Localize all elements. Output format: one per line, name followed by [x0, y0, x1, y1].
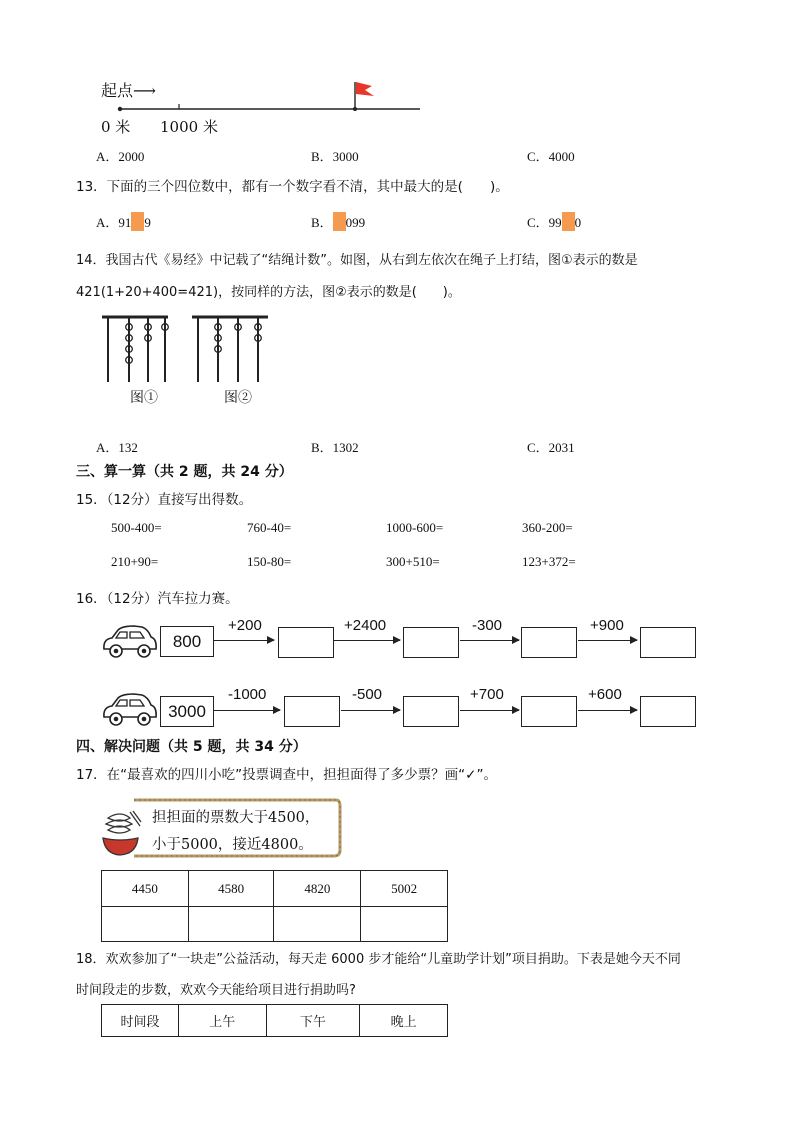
q15-expr: 760-40=: [247, 520, 292, 535]
q15-expr: 360-200=: [522, 520, 573, 535]
operation-label: +900: [590, 617, 624, 634]
hidden-digit: [333, 212, 346, 231]
vote-options-table: [101, 870, 448, 942]
check-cell[interactable]: [188, 907, 274, 942]
q12-option-a[interactable]: A．2000: [96, 149, 145, 164]
operation-label: -500: [352, 686, 383, 703]
answer-box[interactable]: [284, 696, 340, 727]
q12-option-b[interactable]: B．3000: [311, 149, 359, 164]
q14-option-b[interactable]: B．1302: [311, 440, 359, 455]
answer-box[interactable]: [640, 696, 696, 727]
start-label: 起点⟶: [101, 81, 156, 100]
red-flag-icon: [356, 82, 374, 96]
vote-value: 4580: [188, 871, 274, 907]
q15-expr: 123+372=: [522, 554, 576, 569]
table-header: 下午: [266, 1005, 360, 1037]
arrow: [460, 710, 519, 711]
q14-option-c[interactable]: C．2031: [527, 440, 575, 455]
arrow: [214, 710, 280, 711]
steps-table: [101, 1004, 448, 1037]
section3-title: 三、算一算（共 2 题，共 24 分）: [76, 464, 293, 480]
number-line-svg: [110, 78, 430, 118]
operation-label: +200: [228, 617, 262, 634]
check-cell[interactable]: [361, 907, 448, 942]
q13-option-c[interactable]: C．99 0: [527, 212, 581, 231]
answer-box[interactable]: [521, 627, 577, 658]
table-header: 时间段: [102, 1005, 179, 1037]
q13-text: 13．下面的三个四位数中，都有一个数字看不清，其中最大的是( )。: [76, 179, 509, 195]
operation-label: -300: [472, 617, 503, 634]
arrow: [341, 710, 400, 711]
q15-expr: 500-400=: [111, 520, 162, 535]
q12-option-c[interactable]: C．4000: [527, 149, 575, 164]
q15-expr: 300+510=: [386, 554, 440, 569]
start-value-box: 3000: [160, 696, 214, 727]
car-icon: [100, 692, 158, 728]
vote-value: 5002: [361, 871, 448, 907]
q18-text-line1: 18．欢欢参加了“一块走”公益活动，每天走 6000 步才能给“儿童助学计划”项目捐助。下表是她今天不同: [76, 952, 681, 967]
hidden-digit: [131, 212, 144, 231]
q15-expr: 210+90=: [111, 554, 159, 569]
vote-value: 4450: [102, 871, 189, 907]
operation-label: +2400: [344, 617, 387, 634]
q17-text: 17．在“最喜欢的四川小吃”投票调查中，担担面得了多少票？画“✓”。: [76, 767, 497, 783]
q15-expr: 150-80=: [247, 554, 292, 569]
arrow: [460, 640, 519, 641]
start-value-box: 800: [160, 626, 214, 657]
vote-value: 4820: [274, 871, 361, 907]
q16-text: 16．（12分）汽车拉力赛。: [76, 591, 239, 607]
noodle-bowl-icon: [100, 808, 142, 858]
car-icon: [100, 624, 158, 660]
bubble-line2: 小于5000，接近4800。: [152, 837, 313, 853]
q18-text-line2: 时间段走的步数，欢欢今天能给项目进行捐助吗?: [76, 983, 356, 998]
q14-option-a[interactable]: A．132: [96, 440, 138, 455]
zero-label: 0 米: [101, 118, 131, 136]
thousand-label: 1000 米: [160, 118, 218, 136]
arrow: [214, 640, 274, 641]
knot-rope-figure: [96, 312, 286, 387]
bubble-line1: 担担面的票数大于4500，: [152, 810, 320, 826]
section4-title: 四、解决问题（共 5 题，共 34 分）: [76, 739, 307, 755]
q14-text-line1: 14．我国古代《易经》中记载了“结绳计数”。如图，从右到左依次在绳子上打结，图①表示的数是: [76, 253, 638, 268]
answer-box[interactable]: [521, 696, 577, 727]
arrow: [578, 710, 637, 711]
answer-box[interactable]: [403, 696, 459, 727]
q15-text: 15．（12分）直接写出得数。: [76, 492, 253, 508]
fig2-caption: 图②: [224, 390, 252, 406]
operation-label: +600: [588, 686, 622, 703]
hidden-digit: [562, 212, 575, 231]
check-cell[interactable]: [102, 907, 189, 942]
q13-option-b[interactable]: B． 099: [311, 212, 365, 231]
operation-label: +700: [470, 686, 504, 703]
arrow: [334, 640, 400, 641]
answer-box[interactable]: [278, 627, 334, 658]
table-header: 晚上: [360, 1005, 448, 1037]
check-cell[interactable]: [274, 907, 361, 942]
answer-box[interactable]: [640, 627, 696, 658]
fig1-caption: 图①: [130, 390, 158, 406]
q13-option-a[interactable]: A．91 9: [96, 212, 151, 231]
operation-label: -1000: [228, 686, 267, 703]
q15-expr: 1000-600=: [386, 520, 444, 535]
answer-box[interactable]: [403, 627, 459, 658]
table-header: 上午: [178, 1005, 266, 1037]
arrow: [578, 640, 637, 641]
q14-text-line2: 421(1+20+400=421)，按同样的方法，图②表示的数是( )。: [76, 285, 461, 300]
